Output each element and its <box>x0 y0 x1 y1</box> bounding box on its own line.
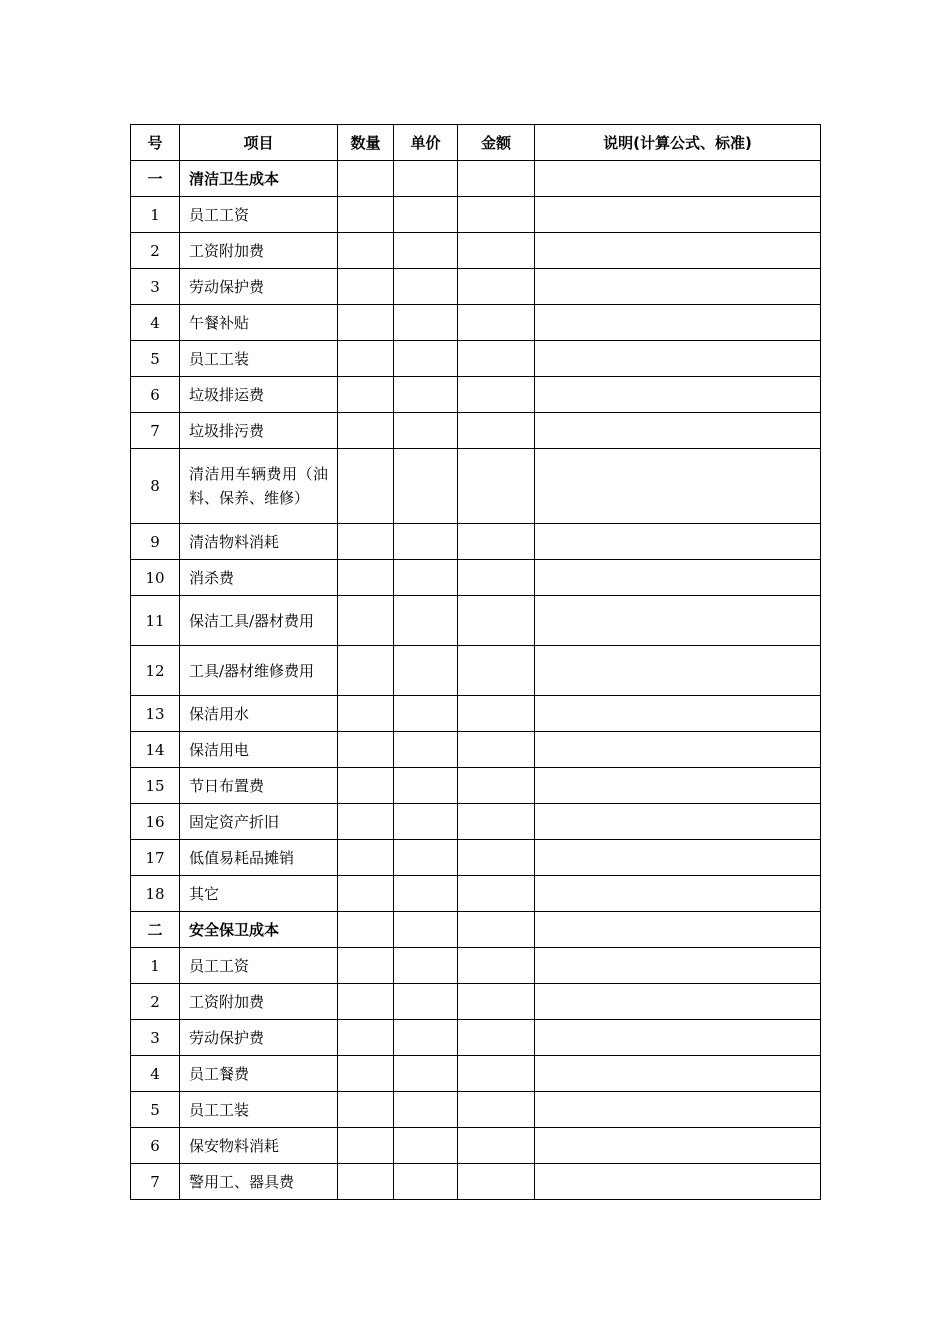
amount-cell <box>458 1092 535 1128</box>
row-item: 劳动保护费 <box>180 1020 338 1056</box>
qty-cell <box>338 646 394 696</box>
table-row <box>131 377 821 413</box>
note-cell <box>535 876 821 912</box>
row-item: 员工工资 <box>180 197 338 233</box>
price-cell <box>394 524 458 560</box>
price-cell <box>394 449 458 524</box>
qty-cell <box>338 305 394 341</box>
header-note: 说明(计算公式、标准) <box>535 125 821 161</box>
note-cell <box>535 197 821 233</box>
price-cell <box>394 912 458 948</box>
qty-cell <box>338 1020 394 1056</box>
header-no: 号 <box>131 125 180 161</box>
row-item: 工具/器材维修费用 <box>180 646 338 696</box>
row-number: 二 <box>131 912 180 948</box>
price-cell <box>394 1020 458 1056</box>
table-row <box>131 413 821 449</box>
qty-cell <box>338 948 394 984</box>
amount-cell <box>458 1164 535 1200</box>
table-row <box>131 1092 821 1128</box>
table-row <box>131 948 821 984</box>
note-cell <box>535 804 821 840</box>
row-item: 员工工资 <box>180 948 338 984</box>
row-item: 清洁物料消耗 <box>180 524 338 560</box>
note-cell <box>535 1056 821 1092</box>
note-cell <box>535 1020 821 1056</box>
row-number: 15 <box>131 768 180 804</box>
amount-cell <box>458 161 535 197</box>
table-row <box>131 269 821 305</box>
table-row <box>131 233 821 269</box>
price-cell <box>394 341 458 377</box>
row-item: 保洁工具/器材费用 <box>180 596 338 646</box>
row-number: 7 <box>131 1164 180 1200</box>
price-cell <box>394 840 458 876</box>
note-cell <box>535 696 821 732</box>
note-cell <box>535 269 821 305</box>
row-item: 员工工装 <box>180 341 338 377</box>
note-cell <box>535 524 821 560</box>
note-cell <box>535 233 821 269</box>
qty-cell <box>338 560 394 596</box>
table-row <box>131 197 821 233</box>
amount-cell <box>458 377 535 413</box>
price-cell <box>394 948 458 984</box>
row-item: 垃圾排污费 <box>180 413 338 449</box>
qty-cell <box>338 768 394 804</box>
row-item: 保洁用电 <box>180 732 338 768</box>
qty-cell <box>338 596 394 646</box>
price-cell <box>394 1164 458 1200</box>
amount-cell <box>458 696 535 732</box>
note-cell <box>535 646 821 696</box>
note-cell <box>535 948 821 984</box>
row-item: 保安物料消耗 <box>180 1128 338 1164</box>
note-cell <box>535 1164 821 1200</box>
note-cell <box>535 305 821 341</box>
row-number: 6 <box>131 377 180 413</box>
amount-cell <box>458 646 535 696</box>
qty-cell <box>338 1128 394 1164</box>
price-cell <box>394 560 458 596</box>
qty-cell <box>338 1056 394 1092</box>
row-number: 14 <box>131 732 180 768</box>
price-cell <box>394 269 458 305</box>
price-cell <box>394 596 458 646</box>
cost-table <box>130 124 821 1200</box>
amount-cell <box>458 197 535 233</box>
amount-cell <box>458 948 535 984</box>
amount-cell <box>458 912 535 948</box>
note-cell <box>535 984 821 1020</box>
section-row <box>131 161 821 197</box>
amount-cell <box>458 876 535 912</box>
qty-cell <box>338 732 394 768</box>
price-cell <box>394 413 458 449</box>
row-item: 消杀费 <box>180 560 338 596</box>
row-number: 一 <box>131 161 180 197</box>
price-cell <box>394 732 458 768</box>
table-row <box>131 732 821 768</box>
row-number: 13 <box>131 696 180 732</box>
price-cell <box>394 1128 458 1164</box>
row-number: 12 <box>131 646 180 696</box>
note-cell <box>535 1128 821 1164</box>
qty-cell <box>338 197 394 233</box>
row-number: 3 <box>131 1020 180 1056</box>
amount-cell <box>458 233 535 269</box>
row-item: 安全保卫成本 <box>180 912 338 948</box>
qty-cell <box>338 524 394 560</box>
row-item: 劳动保护费 <box>180 269 338 305</box>
note-cell <box>535 1092 821 1128</box>
row-number: 6 <box>131 1128 180 1164</box>
table-row <box>131 876 821 912</box>
row-item: 清洁卫生成本 <box>180 161 338 197</box>
row-number: 17 <box>131 840 180 876</box>
row-item: 低值易耗品摊销 <box>180 840 338 876</box>
qty-cell <box>338 912 394 948</box>
row-item: 其它 <box>180 876 338 912</box>
row-number: 10 <box>131 560 180 596</box>
qty-cell <box>338 377 394 413</box>
row-number: 2 <box>131 233 180 269</box>
row-item: 员工工装 <box>180 1092 338 1128</box>
row-number: 5 <box>131 341 180 377</box>
price-cell <box>394 233 458 269</box>
table-row <box>131 1056 821 1092</box>
table-row <box>131 1020 821 1056</box>
header-qty: 数量 <box>338 125 394 161</box>
row-number: 1 <box>131 948 180 984</box>
note-cell <box>535 449 821 524</box>
row-number: 2 <box>131 984 180 1020</box>
note-cell <box>535 560 821 596</box>
price-cell <box>394 696 458 732</box>
note-cell <box>535 161 821 197</box>
price-cell <box>394 646 458 696</box>
row-item: 垃圾排运费 <box>180 377 338 413</box>
amount-cell <box>458 269 535 305</box>
row-item: 工资附加费 <box>180 984 338 1020</box>
table-row <box>131 305 821 341</box>
row-item: 警用工、器具费 <box>180 1164 338 1200</box>
table-row <box>131 560 821 596</box>
row-number: 4 <box>131 305 180 341</box>
amount-cell <box>458 305 535 341</box>
qty-cell <box>338 1092 394 1128</box>
table-body <box>131 161 821 1200</box>
qty-cell <box>338 341 394 377</box>
amount-cell <box>458 524 535 560</box>
amount-cell <box>458 596 535 646</box>
price-cell <box>394 1056 458 1092</box>
qty-cell <box>338 1164 394 1200</box>
row-item: 清洁用车辆费用（油料、保养、维修） <box>180 449 338 524</box>
amount-cell <box>458 449 535 524</box>
table-row <box>131 449 821 524</box>
note-cell <box>535 732 821 768</box>
price-cell <box>394 768 458 804</box>
price-cell <box>394 305 458 341</box>
note-cell <box>535 341 821 377</box>
row-item: 保洁用水 <box>180 696 338 732</box>
table-row <box>131 696 821 732</box>
table-row <box>131 840 821 876</box>
row-number: 3 <box>131 269 180 305</box>
table-row <box>131 524 821 560</box>
note-cell <box>535 768 821 804</box>
row-item: 固定资产折旧 <box>180 804 338 840</box>
row-number: 18 <box>131 876 180 912</box>
amount-cell <box>458 341 535 377</box>
table-header-row <box>131 125 821 161</box>
row-number: 1 <box>131 197 180 233</box>
price-cell <box>394 161 458 197</box>
price-cell <box>394 377 458 413</box>
qty-cell <box>338 840 394 876</box>
price-cell <box>394 1092 458 1128</box>
table-row <box>131 646 821 696</box>
row-number: 11 <box>131 596 180 646</box>
qty-cell <box>338 804 394 840</box>
amount-cell <box>458 840 535 876</box>
price-cell <box>394 804 458 840</box>
amount-cell <box>458 560 535 596</box>
note-cell <box>535 912 821 948</box>
table-row <box>131 341 821 377</box>
table-row <box>131 1128 821 1164</box>
qty-cell <box>338 413 394 449</box>
header-item: 项目 <box>180 125 338 161</box>
row-item: 午餐补贴 <box>180 305 338 341</box>
row-item: 工资附加费 <box>180 233 338 269</box>
row-item: 节日布置费 <box>180 768 338 804</box>
amount-cell <box>458 984 535 1020</box>
qty-cell <box>338 876 394 912</box>
table-row <box>131 768 821 804</box>
amount-cell <box>458 804 535 840</box>
note-cell <box>535 596 821 646</box>
row-number: 7 <box>131 413 180 449</box>
row-number: 8 <box>131 449 180 524</box>
table-row <box>131 596 821 646</box>
amount-cell <box>458 1128 535 1164</box>
header-amount: 金额 <box>458 125 535 161</box>
amount-cell <box>458 768 535 804</box>
note-cell <box>535 413 821 449</box>
note-cell <box>535 840 821 876</box>
section-row <box>131 912 821 948</box>
note-cell <box>535 377 821 413</box>
row-number: 9 <box>131 524 180 560</box>
qty-cell <box>338 696 394 732</box>
table-row <box>131 804 821 840</box>
amount-cell <box>458 1056 535 1092</box>
table-row <box>131 1164 821 1200</box>
row-number: 5 <box>131 1092 180 1128</box>
price-cell <box>394 876 458 912</box>
amount-cell <box>458 732 535 768</box>
table-row <box>131 984 821 1020</box>
header-price: 单价 <box>394 125 458 161</box>
amount-cell <box>458 1020 535 1056</box>
qty-cell <box>338 269 394 305</box>
row-number: 4 <box>131 1056 180 1092</box>
qty-cell <box>338 233 394 269</box>
qty-cell <box>338 984 394 1020</box>
price-cell <box>394 197 458 233</box>
qty-cell <box>338 161 394 197</box>
amount-cell <box>458 413 535 449</box>
price-cell <box>394 984 458 1020</box>
row-item: 员工餐费 <box>180 1056 338 1092</box>
qty-cell <box>338 449 394 524</box>
row-number: 16 <box>131 804 180 840</box>
